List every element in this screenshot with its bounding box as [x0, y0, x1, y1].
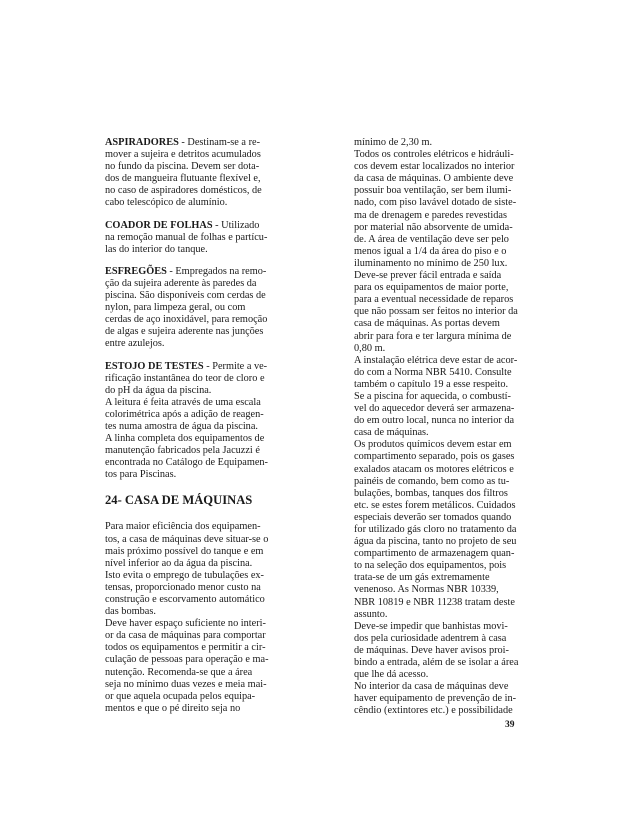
paragraph-casa-de-maquinas: Para maior eficiência dos equipamen- tos, a casa de máquinas deve situar-se o mais próximo possível do tanque e em nível inferior ao da água da piscina. Isto evita o emprego de tubulações ex- tensas, proporcionado menor custo na construção e escorvamento automático das bombas. Deve haver espaço suficiente no interi- or da casa de máquinas para comportar todos os equipamentos e permitir a cir- culação de pessoas para operação e ma- nutenção. Recomenda-se que a área seja no mínimo duas vezes e meia mai- or que aquela ocupada pelos equipa- mentos e que o pé direito seja no: [105, 521, 269, 714]
paragraph-coador: COADOR DE FOLHAS - Utilizado na remoção manual de folhas e partícu- las do interior do tanque.: [105, 219, 268, 255]
left-column: [105, 137, 275, 725]
section-heading: 24- CASA DE MÁQUINAS: [105, 493, 253, 508]
right-column: mínimo de 2,30 m. Todos os controles elétricos e hidráuli- cos devem estar localizados no interior da casa de máquinas. O ambiente deve possuir boa ventilação, ser bem ilumi- nado, com piso lavável dotado de siste- ma de drenagem e paredes revestidas por material não absorvente de umida- de. A área de ventilação deve ser pelo menos igual a 1/4 da área do piso e o iluminamento no mínimo de 250 lux. Deve-se prever fácil entrada e saída para os equipamentos de maior porte, para a eventual necessidade de reparos que não possam ser feitos no interior da casa de máquinas. As portas devem abrir para fora e ter largura mínima de 0,80 m. A instalação elétrica deve estar de acor- do com a Norma NBR 5410. Consulte também o capítulo 19 a esse respeito. Se a piscina for aquecida, o combustí- vel do aquecedor deverá ser armazena- do em outro local, nunca no interior da casa de máquinas. Os produtos químicos devem estar em compartimento separado, pois os gases exalados atacam os motores elétricos e painéis de comando, bem como as tu- bulações, bombas, tanques dos filtros etc. se estes forem metálicos. Cuidados especiais deverão ser tomados quando for utilizado gás cloro no tratamento da água da piscina, tanto no projeto de seu compartimento de armazenagem quan- to na seleção dos equipamentos, pois trata-se de um gás extremamente venenoso. As Normas NBR 10339, NBR 10819 e NBR 11238 tratam deste assunto. Deve-se impedir que banhistas movi- dos pela curiosidade adentrem à casa de máquinas. Deve haver avisos proi- bindo a entrada, além de se isolar a área que lhe dá acesso. No interior da casa de máquinas deve haver equipamento de prevenção de in- cêndio (extintores etc.) e possibilidade: [354, 137, 519, 717]
paragraph-aspiradores: ASPIRADORES - Destinam-se a re- mover a sujeira e detritos acumulados no fundo da piscina. Devem ser dota- dos de mangueira flutuante flexível e, no caso de aspiradores domésticos, de cabo telescópico de alumínio.: [105, 137, 262, 209]
term-estojo: ESTOJO DE TESTES: [105, 360, 204, 372]
term-aspiradores: ASPIRADORES: [105, 137, 179, 148]
term-esfregoes: ESFREGÕES: [105, 265, 167, 277]
paragraph-esfregoes: ESFREGÕES - Empregados na remo- ção da sujeira aderente às paredes da piscina. São disponíveis com cerdas de nylon, para limpeza geral, ou com cerdas de aço inoxidável, para remoção de algas e sujeira aderente nas junções entre azulejos.: [105, 265, 268, 350]
paragraph-estojo: ESTOJO DE TESTES - Permite a ve- rificação instantânea do teor de cloro e do pH da água da piscina. A leitura é feita através de uma escala colorimétrica após a adição de reagen- tes numa amostra de água da piscina. A linha completa dos equipamentos de manutenção fabricados pela Jacuzzi é encontrada no Catálogo de Equipamen- tos para Piscinas.: [105, 360, 268, 481]
term-coador: COADOR DE FOLHAS: [105, 219, 213, 231]
page-number: 39: [505, 720, 515, 730]
